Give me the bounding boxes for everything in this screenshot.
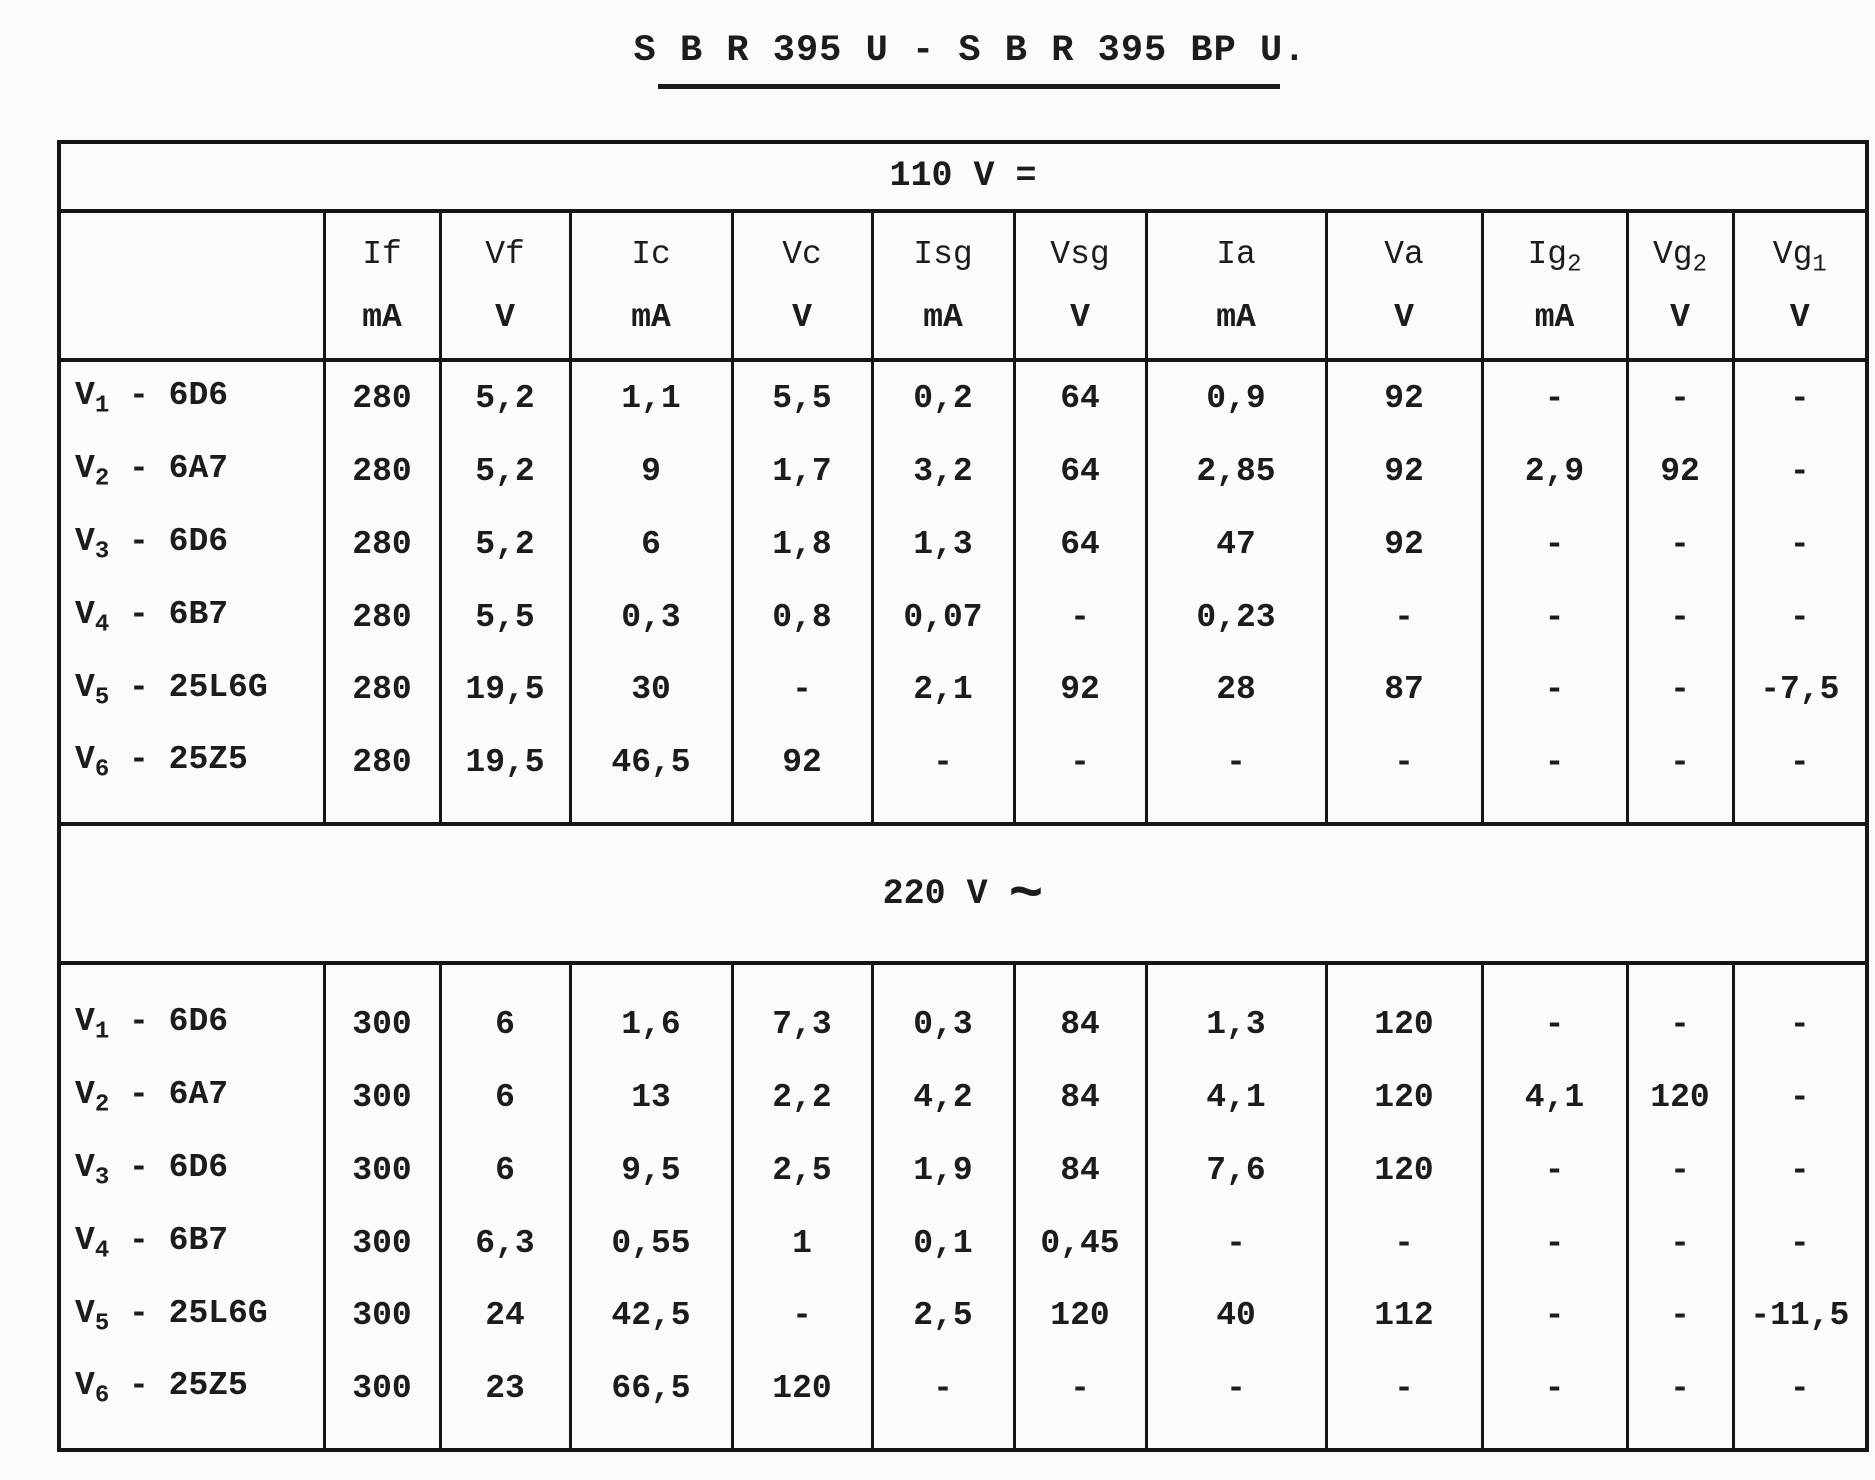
table-cell: - <box>1482 1134 1627 1207</box>
column-name <box>442 222 569 288</box>
table-cell: - <box>1627 1134 1733 1207</box>
table-cell: 28 <box>1146 654 1326 727</box>
header-blank-cell <box>59 211 324 361</box>
table-cell: 92 <box>1326 508 1482 581</box>
table-cell: - <box>1014 726 1146 799</box>
column-unit: mA <box>362 299 402 337</box>
column-header <box>570 211 732 361</box>
table-cell: 2,1 <box>872 654 1014 727</box>
valve-index: 4 <box>94 1237 110 1265</box>
table-cell: 7,6 <box>1146 1134 1326 1207</box>
section_110-section-label <box>59 142 1867 211</box>
table-cell: 66,5 <box>570 1352 732 1425</box>
column-header <box>1146 211 1326 361</box>
table-cell: 300 <box>324 988 440 1061</box>
table-cell: 47 <box>1146 508 1326 581</box>
table-cell: - <box>1146 726 1326 799</box>
table-cell: 87 <box>1326 654 1482 727</box>
table-cell: 0,3 <box>872 988 1014 1061</box>
spacer-row <box>59 799 1867 824</box>
table-cell: 6,3 <box>440 1207 570 1280</box>
table-cell: 300 <box>324 1207 440 1280</box>
table-cell: 92 <box>1014 654 1146 727</box>
column-unit: mA <box>631 299 671 337</box>
section-voltage-label: 110 V = <box>889 156 1037 197</box>
table-cell: 280 <box>324 360 440 435</box>
column-name-subscript: 2 <box>1692 252 1707 280</box>
column-header <box>872 211 1014 361</box>
spacer-cell <box>1146 799 1326 824</box>
tube-type: - 6A7 <box>129 450 229 488</box>
spacer-cell <box>1733 963 1867 988</box>
column-name-text: Isg <box>913 236 973 274</box>
table-cell: 280 <box>324 435 440 508</box>
tube-type: - 25Z5 <box>129 741 248 779</box>
table-cell: - <box>1482 1207 1627 1280</box>
column-name <box>1484 222 1626 288</box>
table-cell: - <box>1627 508 1733 581</box>
valve-letter: V <box>75 1221 95 1259</box>
spacer-cell <box>732 799 872 824</box>
table-cell: 280 <box>324 726 440 799</box>
tube-measurements-table <box>57 140 1869 1452</box>
table-cell: 7,3 <box>732 988 872 1061</box>
tube-type: - 6B7 <box>129 1221 229 1259</box>
table-row <box>59 1061 1867 1134</box>
column-name <box>1629 222 1732 288</box>
table-cell: 9 <box>570 435 732 508</box>
spacer-cell <box>732 1425 872 1450</box>
column-name <box>734 222 871 288</box>
column-name-subscript: 1 <box>1812 252 1827 280</box>
spacer-cell <box>59 963 324 988</box>
table-cell: 6 <box>440 1134 570 1207</box>
valve-letter: V <box>75 1076 95 1114</box>
table-cell: 0,55 <box>570 1207 732 1280</box>
valve-index: 6 <box>94 1382 110 1410</box>
table-cell: 0,3 <box>570 581 732 654</box>
table-row <box>59 988 1867 1061</box>
tube-type: - 6D6 <box>129 523 229 561</box>
valve-index: 3 <box>94 1164 110 1192</box>
column-unit: V <box>792 299 812 337</box>
table-cell: 0,2 <box>872 360 1014 435</box>
table-cell: 84 <box>1014 1061 1146 1134</box>
valve-letter: V <box>75 741 95 779</box>
tube-type: - 6D6 <box>129 1003 229 1041</box>
table-cell: - <box>1733 726 1867 799</box>
table-cell: 5,2 <box>440 360 570 435</box>
tube-type: - 25Z5 <box>129 1367 248 1405</box>
table-cell: - <box>1627 360 1733 435</box>
table-cell: 1 <box>732 1207 872 1280</box>
table-cell: 64 <box>1014 360 1146 435</box>
table-cell: 6 <box>570 508 732 581</box>
spacer-cell <box>1627 1425 1733 1450</box>
table-cell: - <box>1482 581 1627 654</box>
tube-label <box>59 988 324 1061</box>
table-row <box>59 1134 1867 1207</box>
tube-type: - 25L6G <box>129 668 268 706</box>
table-cell: 5,2 <box>440 435 570 508</box>
spacer-row <box>59 1425 1867 1450</box>
table-cell: 19,5 <box>440 654 570 727</box>
column-unit: V <box>1070 299 1090 337</box>
valve-letter: V <box>75 595 95 633</box>
table-row <box>59 435 1867 508</box>
table-cell: - <box>1733 1352 1867 1425</box>
table-cell: 84 <box>1014 1134 1146 1207</box>
table-cell: - <box>1733 581 1867 654</box>
tube-type: - 25L6G <box>129 1294 268 1332</box>
column-name-text: Va <box>1384 236 1424 274</box>
table-cell: 0,1 <box>872 1207 1014 1280</box>
spacer-cell <box>1482 963 1627 988</box>
table-cell: 120 <box>732 1352 872 1425</box>
column-header <box>732 211 872 361</box>
spacer-cell <box>1627 799 1733 824</box>
spacer-cell <box>440 963 570 988</box>
table-cell: - <box>732 1279 872 1352</box>
table-cell: - <box>1146 1352 1326 1425</box>
table-row <box>59 654 1867 727</box>
table-cell: - <box>1733 435 1867 508</box>
table-cell: 1,3 <box>1146 988 1326 1061</box>
column-name-text: Vg <box>1652 236 1693 274</box>
table-cell: 92 <box>1627 435 1733 508</box>
spacer-cell <box>1733 1425 1867 1450</box>
spacer-cell <box>324 1425 440 1450</box>
table-row <box>59 1279 1867 1352</box>
column-name <box>1148 222 1325 288</box>
column-name <box>874 222 1013 288</box>
column-name-text: Vsg <box>1050 236 1110 274</box>
tube-label <box>59 1061 324 1134</box>
table-cell: 5,5 <box>440 581 570 654</box>
table-cell: - <box>1014 581 1146 654</box>
column-header <box>1627 211 1733 361</box>
table-cell: - <box>1733 1134 1867 1207</box>
table-cell: - <box>1482 1279 1627 1352</box>
spacer-cell <box>1014 1425 1146 1450</box>
tube-type: - 6A7 <box>129 1076 229 1114</box>
table-cell: - <box>1627 1279 1733 1352</box>
spacer-cell <box>1733 799 1867 824</box>
valve-letter: V <box>75 1003 95 1041</box>
table-cell: 5,5 <box>732 360 872 435</box>
spacer-cell <box>1014 799 1146 824</box>
section-voltage-label: 220 V <box>882 873 988 914</box>
valve-index: 2 <box>94 465 110 493</box>
tube-label <box>59 1279 324 1352</box>
valve-letter: V <box>75 450 95 488</box>
table-cell: - <box>1482 726 1627 799</box>
table-cell: - <box>1627 726 1733 799</box>
table-cell: 280 <box>324 508 440 581</box>
table-row <box>59 581 1867 654</box>
spacer-cell <box>570 963 732 988</box>
spacer-cell <box>324 799 440 824</box>
table-cell: -11,5 <box>1733 1279 1867 1352</box>
table-cell: 300 <box>324 1279 440 1352</box>
table-cell: - <box>732 654 872 727</box>
column-unit: mA <box>1216 299 1256 337</box>
table-cell: 2,9 <box>1482 435 1627 508</box>
spacer-cell <box>1482 1425 1627 1450</box>
document-title: S B R 395 U - S B R 395 BP U. <box>633 30 1307 72</box>
table-cell: 300 <box>324 1061 440 1134</box>
table-cell: 2,5 <box>732 1134 872 1207</box>
table-cell: 280 <box>324 581 440 654</box>
table-cell: - <box>1733 360 1867 435</box>
table-cell: 64 <box>1014 508 1146 581</box>
table-cell: 19,5 <box>440 726 570 799</box>
table-cell: 92 <box>1326 435 1482 508</box>
table-cell: 1,6 <box>570 988 732 1061</box>
table-cell: 2,5 <box>872 1279 1014 1352</box>
spacer-cell <box>1146 1425 1326 1450</box>
column-unit: V <box>1670 299 1690 337</box>
spacer-cell <box>732 963 872 988</box>
table-row <box>59 726 1867 799</box>
valve-index: 4 <box>94 611 110 639</box>
spacer-cell <box>1146 963 1326 988</box>
table-cell: - <box>1733 508 1867 581</box>
column-name <box>1016 222 1145 288</box>
table-cell: 9,5 <box>570 1134 732 1207</box>
table-cell: - <box>1326 1352 1482 1425</box>
table-cell: - <box>1482 988 1627 1061</box>
table-cell: 0,8 <box>732 581 872 654</box>
column-name-text: Vf <box>485 236 525 274</box>
valve-letter: V <box>75 1148 95 1186</box>
table-cell: 40 <box>1146 1279 1326 1352</box>
tube-type: - 6D6 <box>129 1148 229 1186</box>
table-cell: 300 <box>324 1352 440 1425</box>
column-name-text: Ic <box>631 236 671 274</box>
table-cell: 6 <box>440 988 570 1061</box>
spacer-row <box>59 963 1867 988</box>
spacer-cell <box>570 799 732 824</box>
table-cell: -7,5 <box>1733 654 1867 727</box>
table-cell: 30 <box>570 654 732 727</box>
column-unit: mA <box>1534 299 1575 337</box>
table-cell: 13 <box>570 1061 732 1134</box>
valve-index: 6 <box>94 757 110 784</box>
valve-letter: V <box>75 1367 95 1405</box>
title-underline <box>658 84 1280 89</box>
spacer-cell <box>59 1425 324 1450</box>
table-cell: - <box>1627 581 1733 654</box>
table-cell: 0,07 <box>872 581 1014 654</box>
table-row <box>59 508 1867 581</box>
column-name-text: Ia <box>1216 236 1256 274</box>
spacer-cell <box>872 963 1014 988</box>
column-name <box>1735 222 1866 288</box>
valve-index: 1 <box>94 1019 110 1046</box>
table-cell: 120 <box>1014 1279 1146 1352</box>
spacer-cell <box>1326 1425 1482 1450</box>
column-name-text: If <box>362 236 402 274</box>
table-cell: 0,45 <box>1014 1207 1146 1280</box>
column-unit: V <box>1789 299 1810 337</box>
spacer-cell <box>440 799 570 824</box>
table-cell: - <box>1326 1207 1482 1280</box>
valve-letter: V <box>75 523 95 561</box>
tube-label <box>59 435 324 508</box>
column-name-text: Ig <box>1527 236 1568 274</box>
table-cell: 120 <box>1326 1061 1482 1134</box>
spacer-cell <box>872 1425 1014 1450</box>
tube-label <box>59 508 324 581</box>
table-cell: 300 <box>324 1134 440 1207</box>
table-row <box>59 1352 1867 1425</box>
column-name <box>572 222 731 288</box>
table-cell: 1,7 <box>732 435 872 508</box>
table-cell: 6 <box>440 1061 570 1134</box>
tube-label <box>59 654 324 727</box>
table-cell: 120 <box>1627 1061 1733 1134</box>
column-header <box>1014 211 1146 361</box>
spacer-cell <box>872 799 1014 824</box>
table-cell: 1,9 <box>872 1134 1014 1207</box>
table-cell: - <box>1733 988 1867 1061</box>
table-cell: 0,23 <box>1146 581 1326 654</box>
spacer-cell <box>440 1425 570 1450</box>
table-cell: 280 <box>324 654 440 727</box>
spacer-cell <box>570 1425 732 1450</box>
valve-index: 1 <box>94 393 110 421</box>
table-cell: 4,1 <box>1146 1061 1326 1134</box>
column-header <box>440 211 570 361</box>
column-unit: V <box>1394 299 1414 337</box>
valve-index: 5 <box>94 684 110 712</box>
tube-type: - 6D6 <box>129 377 229 415</box>
table-cell: 4,2 <box>872 1061 1014 1134</box>
table-cell: - <box>872 726 1014 799</box>
column-header <box>1482 211 1627 361</box>
table-cell: 0,9 <box>1146 360 1326 435</box>
column-header <box>324 211 440 361</box>
table-row <box>59 1207 1867 1280</box>
spacer-cell <box>1627 963 1733 988</box>
spacer-cell <box>1014 963 1146 988</box>
section_110-band <box>59 142 1867 211</box>
spacer-cell <box>59 799 324 824</box>
table-cell: - <box>1733 1207 1867 1280</box>
column-header-row <box>59 211 1867 361</box>
table-cell: 46,5 <box>570 726 732 799</box>
tube-label <box>59 1207 324 1280</box>
table-cell: 2,2 <box>732 1061 872 1134</box>
table-cell: 1,3 <box>872 508 1014 581</box>
table-cell: - <box>1146 1207 1326 1280</box>
table-cell: 120 <box>1326 988 1482 1061</box>
valve-letter: V <box>75 377 95 415</box>
tube-label <box>59 1134 324 1207</box>
spacer-cell <box>324 963 440 988</box>
table-cell: - <box>872 1352 1014 1425</box>
column-name-subscript: 2 <box>1567 252 1582 280</box>
table-cell: - <box>1014 1352 1146 1425</box>
spacer-cell <box>1482 799 1627 824</box>
table-cell: 2,85 <box>1146 435 1326 508</box>
table-cell: - <box>1326 726 1482 799</box>
table-cell: - <box>1326 581 1482 654</box>
table-cell: 1,1 <box>570 360 732 435</box>
column-unit: V <box>495 299 515 337</box>
table-cell: 84 <box>1014 988 1146 1061</box>
table-cell: 92 <box>732 726 872 799</box>
table-cell: - <box>1482 508 1627 581</box>
table-cell: 23 <box>440 1352 570 1425</box>
valve-letter: V <box>75 668 95 706</box>
table-row <box>59 360 1867 435</box>
column-header <box>1733 211 1867 361</box>
valve-index: 2 <box>94 1091 110 1119</box>
tube-label <box>59 360 324 435</box>
column-name-text: Vg <box>1772 236 1813 274</box>
table-cell: 42,5 <box>570 1279 732 1352</box>
tube-label <box>59 1352 324 1425</box>
ac-symbol: ~ <box>1008 863 1044 929</box>
table-cell: - <box>1627 988 1733 1061</box>
spacer-cell <box>1326 799 1482 824</box>
column-name <box>326 222 439 288</box>
section_220-band <box>59 824 1867 963</box>
table-cell: - <box>1627 1207 1733 1280</box>
table-cell: - <box>1733 1061 1867 1134</box>
table-cell: - <box>1482 1352 1627 1425</box>
table-cell: 3,2 <box>872 435 1014 508</box>
table-cell: 112 <box>1326 1279 1482 1352</box>
table-cell: 120 <box>1326 1134 1482 1207</box>
table-cell: 5,2 <box>440 508 570 581</box>
column-name <box>1328 222 1481 288</box>
column-unit: mA <box>923 299 963 337</box>
valve-letter: V <box>75 1294 95 1332</box>
table-cell: - <box>1482 360 1627 435</box>
table-cell: 64 <box>1014 435 1146 508</box>
tube-label <box>59 581 324 654</box>
valve-index: 3 <box>94 538 110 566</box>
section_220-section-label <box>59 824 1867 963</box>
spacer-cell <box>1326 963 1482 988</box>
table-cell: - <box>1627 654 1733 727</box>
table-cell: 4,1 <box>1482 1061 1627 1134</box>
tube-label <box>59 726 324 799</box>
table-cell: 1,8 <box>732 508 872 581</box>
valve-index: 5 <box>94 1310 110 1338</box>
table-cell: - <box>1482 654 1627 727</box>
column-header <box>1326 211 1482 361</box>
column-name-text: Vc <box>782 236 822 274</box>
table-cell: 24 <box>440 1279 570 1352</box>
table-cell: - <box>1627 1352 1733 1425</box>
tube-type: - 6B7 <box>129 595 229 633</box>
table-cell: 92 <box>1326 360 1482 435</box>
